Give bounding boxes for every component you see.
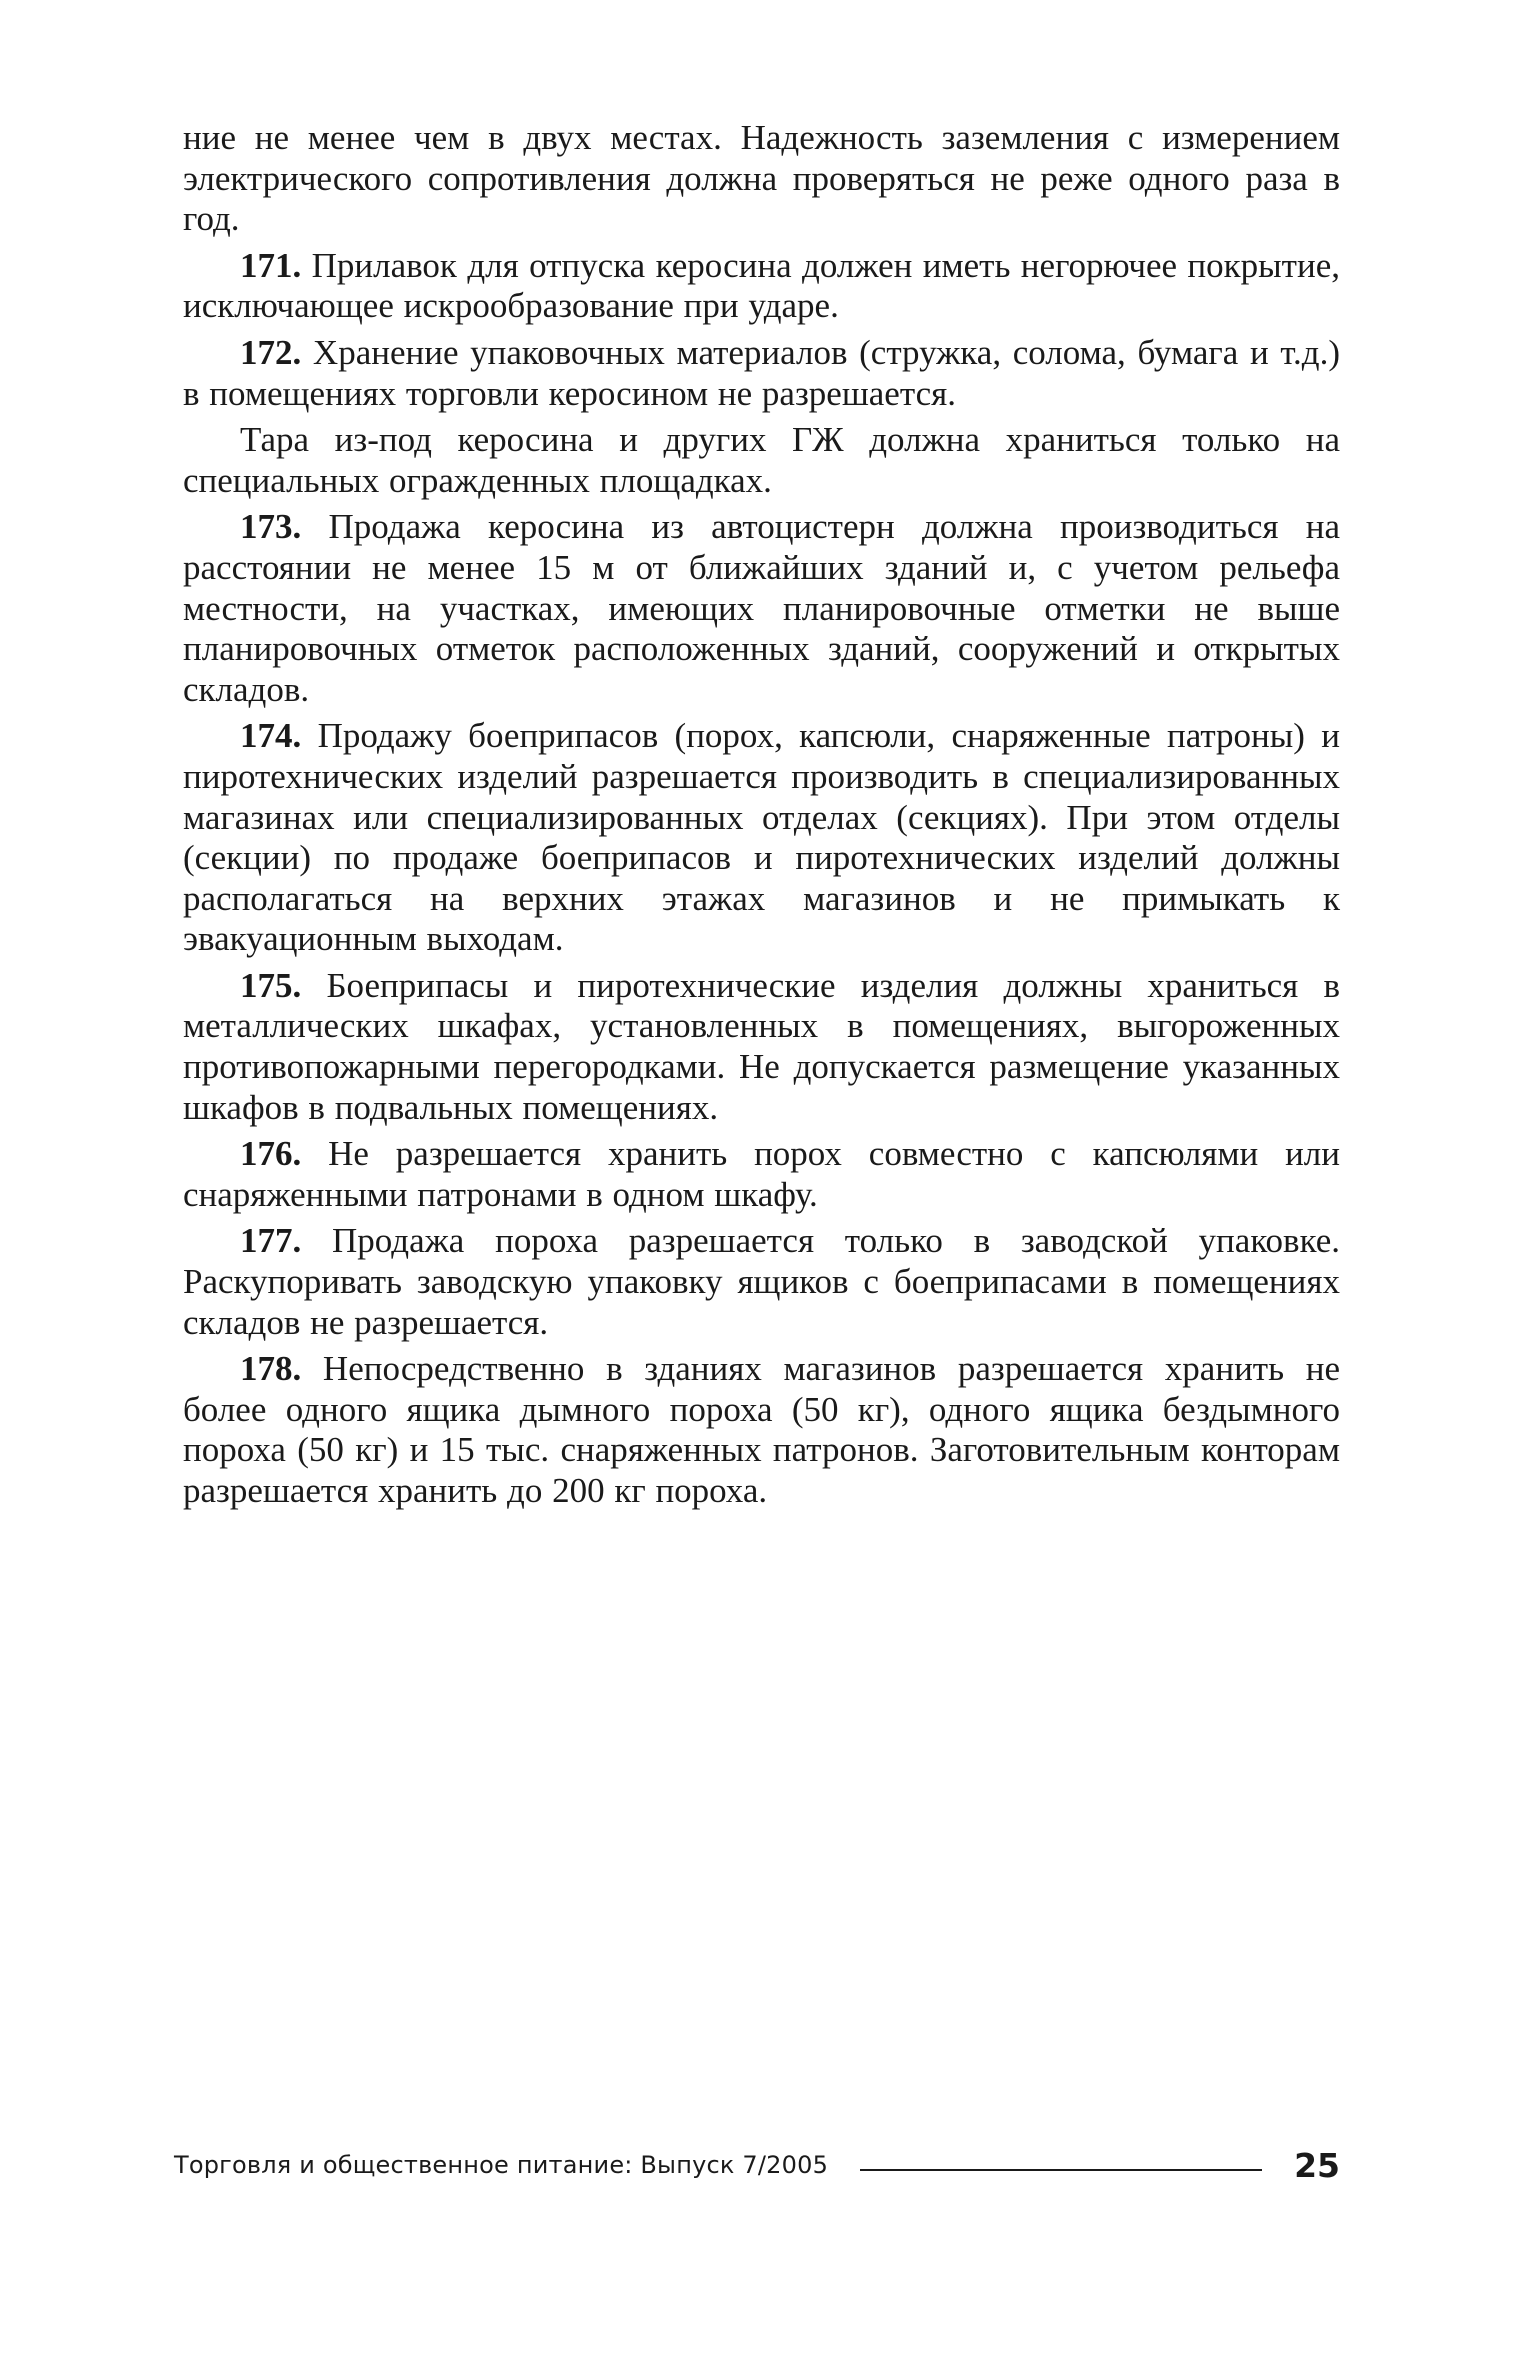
page-body [183,118,1340,1512]
paragraph-text: Хранение упаковочных материалов (стружка, солома, бумага и т.д.) в помещениях торговли керосином не разрешается. [183,332,1340,413]
paragraph-text: Продажа керосина из автоцистерн должна производиться на расстоянии не менее 15 м от ближайших зданий и, с учетом рельефа местности, на участках, имеющих планировочные отметки не выше планировочных отметок расположенных зданий, сооружений и открытых складов. [183,507,1340,709]
paragraph-number: 171. [240,245,302,285]
paragraph-number: 175. [240,965,302,1005]
paragraph-number: 176. [240,1134,302,1174]
paragraph-continuation [183,118,1340,240]
paragraph-178 [183,1349,1340,1511]
footer-publication-title: Торговля и общественное питание: Выпуск 7/2005 [174,2151,829,2179]
paragraph-text: Не разрешается хранить порох совместно с капсюлями или снаряженными патронами в одном шкафу. [183,1134,1340,1214]
paragraph-171 [183,246,1340,327]
paragraph-text: ние не менее чем в двух местах. Надежность заземления с измерением электрического сопротивления должна проверяться не реже одного раза в год. [183,118,1340,239]
paragraph-number: 174. [240,716,302,756]
paragraph-174 [183,716,1340,960]
page-footer [174,2145,1340,2185]
paragraph-176 [183,1134,1340,1215]
paragraph-number: 178. [240,1349,302,1389]
paragraph-text: Продажу боеприпасов (порох, капсюли, снаряженные патроны) и пиротехнических изделий разрешается производить в специализированных магазинах или специализированных отделах (секциях). При этом отделы (секции) по продаже боеприпасов и пиротехнических изделий должны располагаться на верхних этажах магазинов и не примыкать к эвакуационным выходам. [183,716,1340,959]
paragraph-172-continued [183,420,1340,501]
page-number: 25 [1294,2145,1340,2185]
paragraph-text: Тара из-под керосина и других ГЖ должна храниться только на специальных огражденных площадках. [183,420,1340,500]
paragraph-number: 177. [240,1221,302,1261]
footer-divider [860,2169,1262,2171]
paragraph-172 [183,333,1340,414]
paragraph-number: 172. [240,332,302,372]
paragraph-text: Прилавок для отпуска керосина должен иметь негорючее покрытие, исключающее искрообразование при ударе. [183,245,1340,326]
paragraph-text: Боеприпасы и пиротехнические изделия должны храниться в металлических шкафах, установленных в помещениях, выгороженных противопожарными перегородками. Не допускается размещение указанных шкафов в подвальных помещениях. [183,965,1340,1127]
paragraph-175 [183,966,1340,1128]
paragraph-173 [183,507,1340,710]
paragraph-number: 173. [240,507,302,547]
paragraph-text: Непосредственно в зданиях магазинов разрешается хранить не более одного ящика дымного пороха (50 кг), одного ящика бездымного пороха (50 кг) и 15 тыс. снаряженных патронов. Заготовительным конторам разрешается хранить до 200 кг пороха. [183,1349,1340,1510]
paragraph-177 [183,1221,1340,1343]
paragraph-text: Продажа пороха разрешается только в заводской упаковке. Раскупоривать заводскую упаковку ящиков с боеприпасами в помещениях складов не разрешается. [183,1221,1340,1342]
